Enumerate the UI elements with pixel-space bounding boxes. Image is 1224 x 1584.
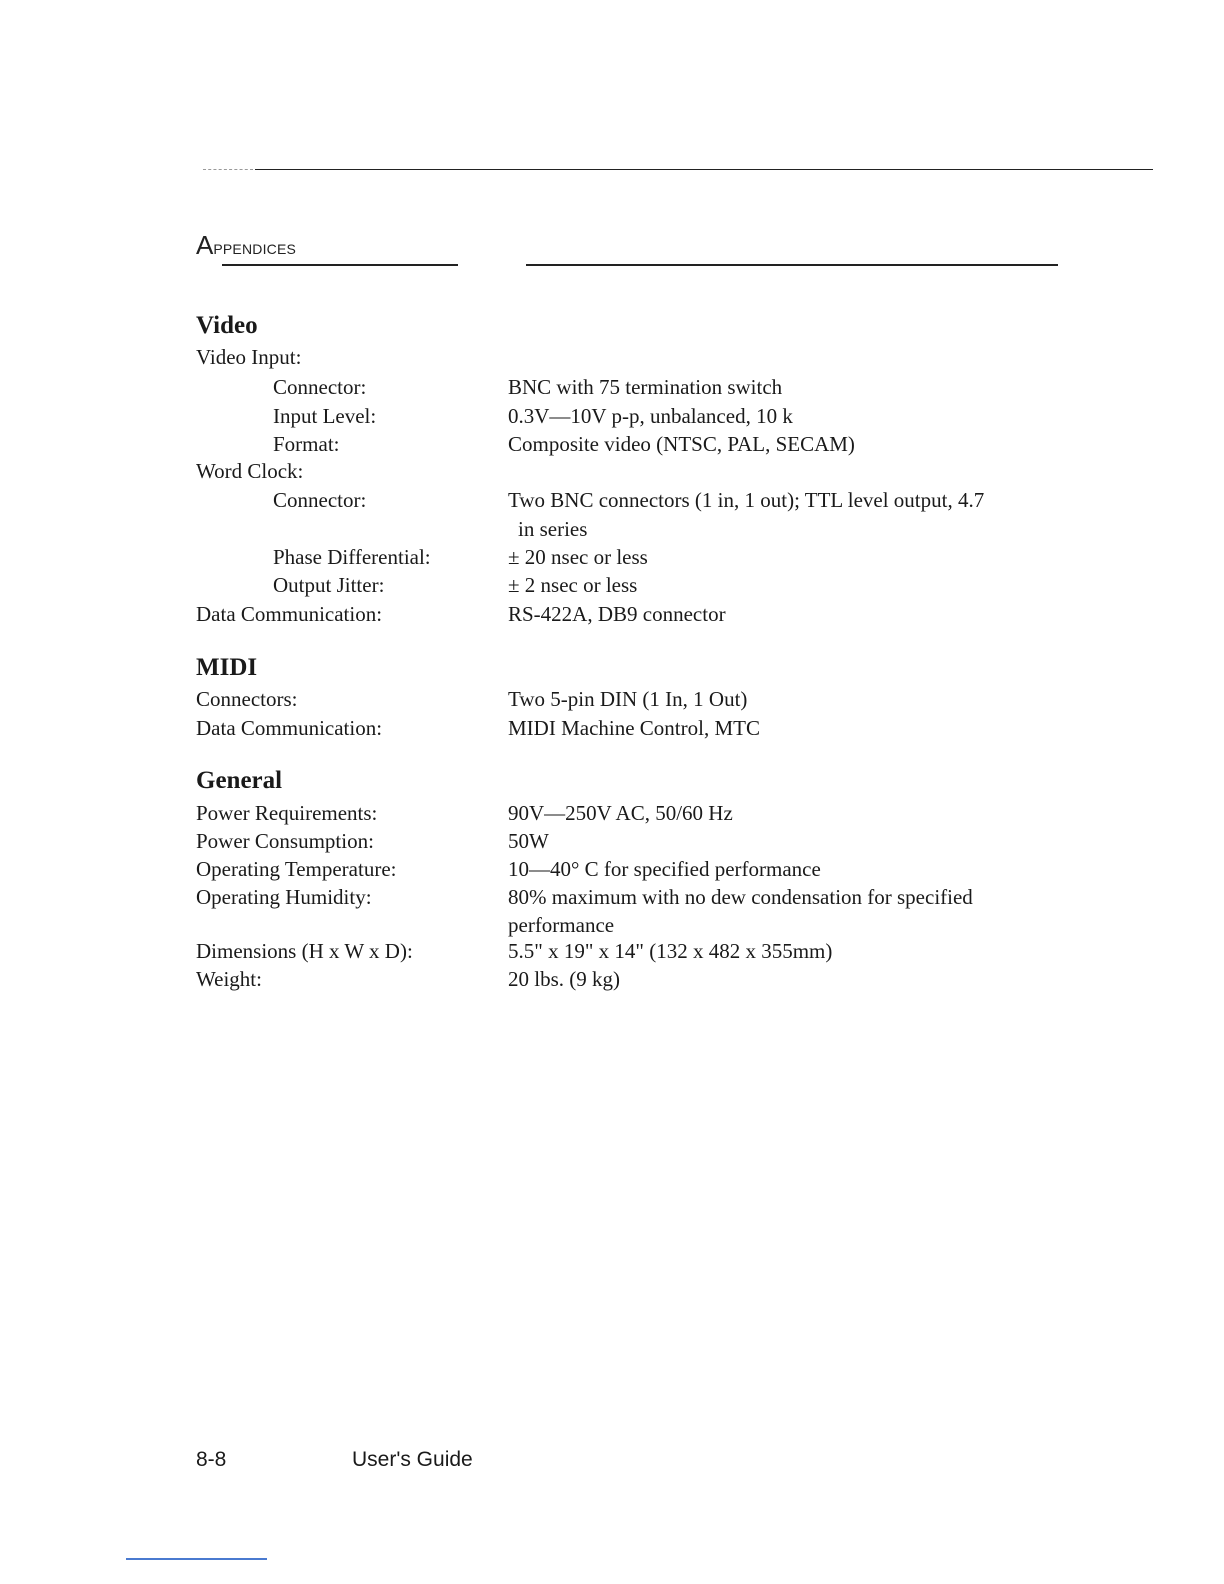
input-level-value: 0.3V—10V p-p, unbalanced, 10 k <box>508 404 793 428</box>
top-rule <box>255 169 1153 170</box>
output-jitter-value: ± 2 nsec or less <box>508 573 638 597</box>
phase-differential-label: Phase Differential: <box>273 545 431 569</box>
video-data-comm-value: RS-422A, DB9 connector <box>508 602 726 626</box>
video-connector-value: BNC with 75 termination switch <box>508 375 783 399</box>
word-clock-label: Word Clock: <box>196 459 304 483</box>
power-requirements-value: 90V—250V AC, 50/60 Hz <box>508 801 733 825</box>
running-header <box>196 232 296 259</box>
output-jitter-label: Output Jitter: <box>273 573 385 597</box>
operating-temperature-value: 10—40° C for specified performance <box>508 857 821 881</box>
midi-data-comm-label: Data Communication: <box>196 716 383 740</box>
midi-connectors-label: Connectors: <box>196 687 298 711</box>
weight-label: Weight: <box>196 967 262 991</box>
word-clock-connector-label: Connector: <box>273 488 367 512</box>
word-clock-connector-value: Two BNC connectors (1 in, 1 out); TTL level output, 4.7 <box>508 488 985 512</box>
operating-humidity-value-cont: performance <box>508 913 615 937</box>
dimensions-value: 5.5" x 19" x 14" (132 x 482 x 355mm) <box>508 939 833 963</box>
format-value: Composite video (NTSC, PAL, SECAM) <box>508 432 855 456</box>
input-level-label: Input Level: <box>273 404 377 428</box>
operating-temperature-label: Operating Temperature: <box>196 857 397 881</box>
format-label: Format: <box>273 432 340 456</box>
top-dashed-rule <box>203 169 253 170</box>
power-consumption-value: 50W <box>508 829 549 853</box>
general-section-title: General <box>196 767 283 794</box>
header-rule-left <box>222 264 458 266</box>
guide-title: User's Guide <box>352 1448 473 1471</box>
header-initial: A <box>196 230 214 260</box>
operating-humidity-value: 80% maximum with no dew condensation for specified <box>508 885 973 909</box>
video-connector-label: Connector: <box>273 375 367 399</box>
power-requirements-label: Power Requirements: <box>196 801 378 825</box>
midi-connectors-value: Two 5-pin DIN (1 In, 1 Out) <box>508 687 748 711</box>
video-data-comm-label: Data Communication: <box>196 602 383 626</box>
bottom-accent-rule <box>126 1558 267 1560</box>
header-text: PPENDICES <box>213 241 297 257</box>
midi-data-comm-value: MIDI Machine Control, MTC <box>508 716 760 740</box>
weight-value: 20 lbs. (9 kg) <box>508 967 620 991</box>
power-consumption-label: Power Consumption: <box>196 829 374 853</box>
midi-section-title: MIDI <box>196 654 258 681</box>
dimensions-label: Dimensions (H x W x D): <box>196 939 413 963</box>
header-rule-right <box>526 264 1058 266</box>
video-section-title: Video <box>196 312 258 339</box>
phase-differential-value: ± 20 nsec or less <box>508 545 648 569</box>
word-clock-connector-value-cont: in series <box>518 517 588 541</box>
page-number: 8-8 <box>196 1448 227 1471</box>
video-input-label: Video Input: <box>196 345 302 369</box>
operating-humidity-label: Operating Humidity: <box>196 885 372 909</box>
